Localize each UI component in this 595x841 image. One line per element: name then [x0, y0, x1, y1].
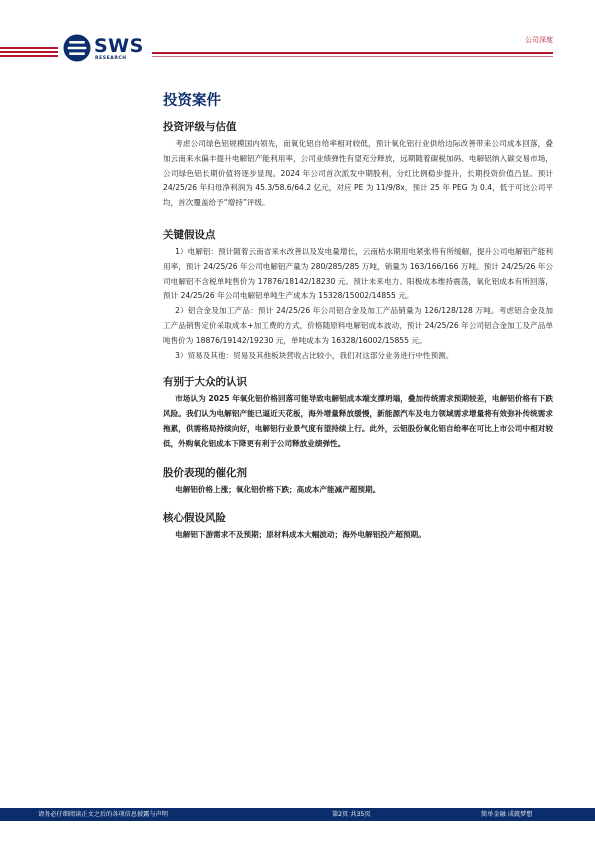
- paragraph: 1）电解铝：预计随着云南省来水改善以及发电量增长，云南枯水期用电紧张将有所缓解，提升公司电解铝产能利用率，预计 24/25/26 年公司电解铝产量为 280/285/285 万吨，销量为 163/166/166 万吨。预计 24/25/26 年公司电解铝不含税单吨售价为 17876/18142/18230 元。预计未来电力、阳极成本维持震荡，氧化铝成本有所回落，预计 24/25/26 年公司电解铝单吨生产成本为 15328/15002/14855 元。: [163, 246, 553, 301]
- paragraph: 市场认为 2025 年氧化铝价格回落可能导致电解铝成本端支撑坍塌，叠加传统需求预期较差，电解铝价格有下跌风险。我们认为电解铝产能已逼近天花板，海外增量释放缓慢，新能源汽车及电力领域需求增量将有效弥补传统需求拖累，供需格局持续向好，电解铝行业景气度有望持续上行。此外，云铝股份氧化铝自给率在可比上市公司中相对较低，外购氧化铝成本下降更有利于公司释放业绩弹性。: [163, 394, 553, 448]
- section-key-assumptions: [163, 228, 553, 363]
- header-divider: [152, 52, 553, 54]
- page-number: 第2页 共35页: [332, 811, 371, 818]
- section-risks: [163, 511, 553, 543]
- section-differentiated-view: [163, 375, 553, 451]
- header-divider-thin: [152, 56, 553, 57]
- footer-slogan: 简单金融 成就梦想: [481, 811, 533, 818]
- paragraph: 3）贸易及其他：贸易及其他板块营收占比较小，我们对这部分业务进行中性预测。: [175, 350, 454, 360]
- page-header: [0, 0, 595, 70]
- section-catalysts: [163, 466, 553, 498]
- paragraph: 电解铝下游需求不及预期；原材料成本大幅波动；海外电解铝投产超预期。: [175, 530, 426, 540]
- footer-disclaimer: 请务必仔细阅读正文之后的各项信息披露与声明: [38, 811, 168, 818]
- section-heading: 关键假设点: [163, 228, 216, 241]
- section-heading: 投资评级与估值: [163, 121, 237, 133]
- section-heading: 有别于大众的认识: [163, 376, 247, 389]
- logo-wordmark: SWS: [94, 35, 144, 57]
- paragraph: 考虑公司绿色铝规模国内领先，而氧化铝自给率相对较低，预计氧化铝行业供给边际改善带来公司成本回落，叠加云南来水偏丰提升电解铝产能利用率，公司业绩弹性有望充分释放，远期随着碳税加码、电解铝纳入碳交易市场，公司绿色铝长期价值将逐步显现。2024 年公司首次派发中期股利，分红比例稳步提升，长期投资价值凸显。预计 24/25/26 年归母净利润为 45.3/58.6/64.2 亿元，对应 PE 为 11/9/8x，预计 25 年 PEG 为 0.4，低于可比公司平均，首次覆盖给予“增持”评级。: [163, 139, 553, 208]
- sws-logo: [62, 33, 152, 63]
- paragraph: 2）铝合金及加工产品：预计 24/25/26 年公司铝合金及加工产品销量为 126/128/128 万吨。考虑铝合金及加工产品销售定价采取成本+加工费的方式，价格随原料电解铝成本波动，预计 24/25/26 年公司铝合金加工及产品单吨售价为 18876/19142/19230 元，单吨成本为 16328/16002/15855 元。: [163, 306, 553, 345]
- page-title: 投资案件: [163, 93, 221, 109]
- report-type-label: 公司深度: [525, 36, 553, 44]
- main-content: [163, 92, 553, 543]
- sws-logo-icon: [62, 33, 92, 63]
- section-valuation: [163, 120, 553, 211]
- paragraph: 电解铝价格上涨；氧化铝价格下跌；高成本产能减产超预期。: [175, 484, 381, 494]
- logo-subtext: RESEARCH: [95, 56, 127, 61]
- section-heading: 核心假设风险: [163, 512, 226, 525]
- header-accent-bars: [0, 47, 58, 59]
- section-heading: 股价表现的催化剂: [163, 466, 247, 479]
